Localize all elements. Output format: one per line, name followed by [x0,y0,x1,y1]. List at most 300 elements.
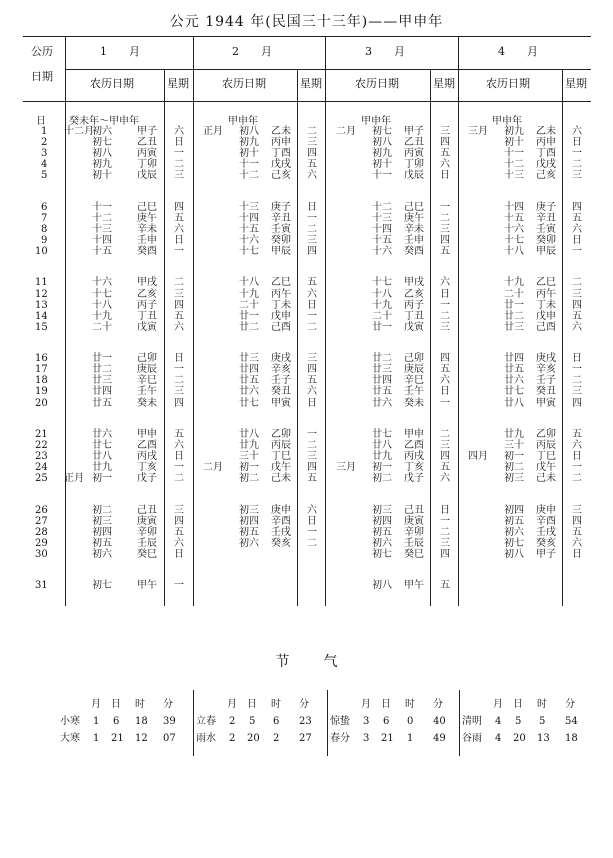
table-month-rule [65,69,591,70]
lunar-day: 十八 [92,299,112,311]
header-riqi: 日期 [31,70,53,83]
jieqi-day: 21 [111,733,124,744]
weekday: 日 [440,170,450,182]
weekday: 四 [307,462,317,474]
ganzhi-day: 辛巳 [404,375,424,387]
jieqi-col-header: 分 [433,699,443,710]
day-number: 22 [35,439,48,451]
ganzhi-day: 乙亥 [137,288,157,300]
ganzhi-day: 戊子 [137,473,157,485]
lunar-day: 初二 [92,504,112,516]
weekday: 一 [307,428,317,440]
lunar-month-marker: 四月 [468,451,488,462]
column-divider [65,36,66,606]
weekday: 五 [307,473,317,485]
ganzhi-day: 丁卯 [137,159,157,171]
weekday: 六 [307,504,317,516]
weekday: 一 [440,397,450,409]
weekday: 六 [440,277,450,289]
day-number: 15 [35,321,48,333]
lunar-day: 十六 [504,223,524,235]
lunar-day: 十九 [239,288,259,300]
lunar-day: 十二 [372,201,392,213]
jieqi-col-header: 日 [111,699,121,710]
weekday: 日 [174,235,184,246]
lunar-day: 初三 [372,504,392,516]
weekday: 四 [572,201,582,213]
weekday: 三 [572,288,582,300]
lunar-day: 十四 [92,235,112,246]
jieqi-name: 清明 [462,716,482,727]
weekday: 日 [307,299,317,311]
month-header-4: 4 月 [498,45,538,58]
lunar-day: 初四 [92,526,112,538]
lunar-day: 十一 [504,148,524,160]
weekday: 五 [307,277,317,289]
lunar-day: 廿三 [504,321,524,333]
jieqi-month: 4 [495,716,502,727]
year-label: 甲申年 [228,116,258,127]
weekday: 三 [572,170,582,182]
day-number: 19 [35,386,48,398]
jieqi-day: 5 [249,716,256,727]
ganzhi-day: 甲戌 [404,277,424,289]
lunar-day: 十七 [92,288,112,300]
jieqi-divider [193,690,194,756]
lunar-month-marker: 三月 [468,126,488,137]
lunar-day: 初十 [504,137,524,149]
ganzhi-day: 己丑 [404,504,424,516]
jieqi-hour: 6 [273,716,280,727]
jieqi-day: 5 [515,716,522,727]
ganzhi-day: 辛亥 [271,364,291,376]
jieqi-minute: 07 [163,733,176,744]
lunar-day: 初八 [504,548,524,560]
lunar-day: 初四 [372,515,392,527]
lunar-day: 初七 [372,126,392,137]
lunar-day: 廿六 [92,428,112,440]
weekday: 四 [440,451,450,462]
ganzhi-day: 癸亥 [536,537,556,549]
week-header-1: 星期 [167,77,189,90]
jieqi-day: 21 [381,733,394,744]
lunar-day: 初六 [92,548,112,560]
lunar-day: 廿一 [372,321,392,333]
ganzhi-day: 癸酉 [137,246,157,258]
weekday: 一 [440,299,450,311]
lunar-day: 廿七 [239,397,259,409]
ganzhi-day: 戊戌 [536,159,556,171]
jieqi-col-header: 分 [565,699,575,710]
ganzhi-day: 癸未 [137,397,157,409]
weekday: 一 [174,580,184,592]
jieqi-minute: 27 [299,733,312,744]
ganzhi-day: 乙卯 [271,428,291,440]
lunar-day: 十一 [239,159,259,171]
lunar-day: 十六 [372,246,392,258]
weekday: 五 [572,526,582,538]
weekday: 六 [307,386,317,398]
weekday: 五 [572,212,582,224]
day-number: 20 [35,397,48,409]
ganzhi-day: 壬申 [404,235,424,246]
lunar-day: 十三 [504,170,524,182]
day-number: 9 [41,235,48,246]
weekday: 五 [440,580,450,592]
lunar-header-4: 农历日期 [486,77,530,90]
lunar-day: 十六 [92,277,112,289]
weekday: 二 [440,428,450,440]
ganzhi-day: 己卯 [137,353,157,365]
lunar-day: 廿四 [504,353,524,365]
jieqi-name: 春分 [330,733,350,744]
ganzhi-day: 戊辰 [404,170,424,182]
weekday: 日 [572,353,582,365]
jieqi-name: 大寒 [60,733,80,744]
weekday: 六 [440,159,450,171]
day-number: 12 [35,288,48,300]
day-number: 8 [41,223,48,235]
ganzhi-day: 丁亥 [137,462,157,474]
ganzhi-day: 庚辰 [137,364,157,376]
day-number: 5 [41,170,48,182]
weekday: 五 [307,375,317,387]
lunar-day: 三十 [239,451,259,462]
day-number: 1 [41,126,48,137]
ganzhi-day: 丁酉 [536,148,556,160]
weekday: 日 [174,548,184,560]
ganzhi-day: 戊戌 [271,159,291,171]
jieqi-day: 6 [113,716,120,727]
ganzhi-day: 癸巳 [404,548,424,560]
ganzhi-day: 丙戌 [137,451,157,462]
ganzhi-day: 癸酉 [404,246,424,258]
lunar-day: 十二 [504,159,524,171]
lunar-day: 十七 [504,235,524,246]
jieqi-col-header: 分 [299,699,309,710]
ganzhi-day: 壬戌 [536,526,556,538]
lunar-month-marker: 二月 [203,462,223,474]
ganzhi-day: 丙午 [271,288,291,300]
ganzhi-day: 戊午 [536,462,556,474]
lunar-day: 十四 [504,201,524,213]
lunar-day: 十一 [92,201,112,213]
ganzhi-day: 壬寅 [536,223,556,235]
lunar-day: 十二 [239,170,259,182]
ganzhi-day: 辛丑 [271,212,291,224]
ganzhi-day: 庚子 [536,201,556,213]
lunar-day: 初五 [372,526,392,538]
year-label: 甲申年 [361,116,391,127]
jieqi-col-header: 时 [405,699,415,710]
lunar-day: 初八 [239,126,259,137]
jieqi-hour: 0 [407,716,414,727]
column-divider [458,36,459,606]
lunar-day: 初三 [504,473,524,485]
ganzhi-day: 辛未 [404,223,424,235]
lunar-day: 廿五 [92,397,112,409]
lunar-day: 初九 [239,137,259,149]
weekday: 三 [440,321,450,333]
lunar-day: 十五 [92,246,112,258]
ganzhi-day: 戊寅 [137,321,157,333]
ganzhi-day: 丙午 [536,288,556,300]
lunar-day: 十八 [372,288,392,300]
ganzhi-day: 丙戌 [404,451,424,462]
ganzhi-day: 辛卯 [404,526,424,538]
day-number: 27 [35,515,48,527]
ganzhi-day: 癸丑 [536,386,556,398]
day-column-label: 日 [36,116,46,127]
ganzhi-day: 甲子 [404,126,424,137]
jieqi-month: 2 [229,716,236,727]
weekday: 四 [174,397,184,409]
week-divider [297,69,298,606]
jieqi-hour: 12 [135,733,148,744]
ganzhi-day: 癸卯 [536,235,556,246]
day-number: 24 [35,462,48,474]
weekday: 一 [440,201,450,213]
ganzhi-day: 丁亥 [404,462,424,474]
jieqi-minute: 49 [433,733,446,744]
ganzhi-day: 庚寅 [137,515,157,527]
ganzhi-day: 庚午 [404,212,424,224]
lunar-month-marker: 正月 [64,473,84,485]
weekday: 一 [307,310,317,322]
jieqi-day: 20 [513,733,526,744]
ganzhi-day: 丁酉 [271,148,291,160]
weekday: 五 [440,462,450,474]
day-number: 6 [41,201,48,213]
weekday: 四 [440,235,450,246]
weekday: 四 [174,201,184,213]
weekday: 六 [572,537,582,549]
weekday: 三 [174,504,184,516]
ganzhi-day: 戊辰 [137,170,157,182]
ganzhi-day: 辛卯 [137,526,157,538]
ganzhi-day: 乙亥 [404,288,424,300]
weekday: 日 [174,451,184,462]
weekday: 五 [572,310,582,322]
lunar-day: 廿三 [372,364,392,376]
ganzhi-day: 丙申 [271,137,291,149]
table-top-rule [23,36,591,37]
day-number: 14 [35,310,48,322]
lunar-day: 初九 [92,159,112,171]
ganzhi-day: 丙寅 [404,148,424,160]
weekday: 四 [307,364,317,376]
ganzhi-day: 庚寅 [404,515,424,527]
ganzhi-day: 庚申 [536,504,556,516]
lunar-month-marker: 正月 [203,126,223,137]
ganzhi-day: 甲辰 [536,246,556,258]
ganzhi-day: 壬寅 [271,223,291,235]
lunar-day: 廿七 [372,428,392,440]
ganzhi-day: 壬午 [137,386,157,398]
weekday: 一 [572,462,582,474]
lunar-day: 初七 [504,537,524,549]
jieqi-month: 3 [363,716,370,727]
weekday: 三 [440,439,450,451]
week-header-3: 星期 [433,77,455,90]
jieqi-hour: 5 [539,716,546,727]
lunar-day: 十三 [239,201,259,213]
lunar-day: 初二 [504,462,524,474]
ganzhi-day: 甲寅 [536,397,556,409]
ganzhi-day: 壬辰 [137,537,157,549]
weekday: 五 [440,364,450,376]
jieqi-divider [459,690,460,756]
weekday: 三 [307,353,317,365]
jieqi-col-header: 时 [271,699,281,710]
lunar-day: 十五 [372,235,392,246]
weekday: 五 [174,526,184,538]
ganzhi-day: 甲午 [404,580,424,592]
jieqi-col-header: 分 [163,699,173,710]
lunar-day: 十四 [239,212,259,224]
weekday: 二 [307,537,317,549]
weekday: 日 [440,288,450,300]
lunar-header-1: 农历日期 [90,77,134,90]
lunar-day: 廿一 [92,353,112,365]
jieqi-col-header: 月 [227,699,237,710]
lunar-month-marker: 二月 [336,126,356,137]
weekday: 五 [440,148,450,160]
jieqi-name: 谷雨 [462,733,482,744]
lunar-day: 十八 [504,246,524,258]
day-number: 11 [35,277,48,289]
ganzhi-day: 甲申 [404,428,424,440]
ganzhi-day: 己亥 [271,170,291,182]
lunar-day: 廿二 [372,353,392,365]
lunar-day: 廿九 [239,439,259,451]
lunar-day: 初八 [372,137,392,149]
weekday: 一 [307,526,317,538]
lunar-day: 初六 [504,526,524,538]
weekday: 三 [440,126,450,137]
weekday: 日 [307,397,317,409]
day-number: 26 [35,504,48,516]
weekday: 三 [174,170,184,182]
lunar-day: 廿二 [92,364,112,376]
lunar-day: 十三 [92,223,112,235]
lunar-day: 廿二 [239,321,259,333]
lunar-day: 初四 [504,504,524,516]
ganzhi-day: 丙辰 [536,439,556,451]
weekday: 六 [572,321,582,333]
lunar-day: 初六 [372,537,392,549]
jieqi-col-header: 月 [361,699,371,710]
lunar-header-3: 农历日期 [355,77,399,90]
weekday: 一 [174,246,184,258]
jieqi-minute: 18 [565,733,578,744]
day-number: 16 [35,353,48,365]
jieqi-month: 3 [363,733,370,744]
weekday: 一 [572,246,582,258]
weekday: 二 [307,126,317,137]
lunar-day: 廿九 [92,462,112,474]
ganzhi-day: 辛巳 [137,375,157,387]
lunar-day: 初七 [372,548,392,560]
column-divider [325,36,326,606]
ganzhi-day: 乙卯 [536,428,556,440]
ganzhi-day: 丙子 [404,299,424,311]
lunar-day: 初五 [92,537,112,549]
lunar-day: 初五 [239,526,259,538]
ganzhi-day: 癸巳 [137,548,157,560]
lunar-header-2: 农历日期 [222,77,266,90]
week-divider [562,69,563,606]
weekday: 六 [174,537,184,549]
weekday: 五 [440,246,450,258]
jieqi-day: 20 [247,733,260,744]
ganzhi-day: 癸亥 [271,537,291,549]
weekday: 六 [572,223,582,235]
weekday: 三 [307,451,317,462]
weekday: 二 [572,473,582,485]
page-title: 公元 1944 年(民国三十三年)——甲申年 [169,14,444,30]
lunar-day: 廿六 [372,397,392,409]
lunar-day: 廿六 [504,375,524,387]
lunar-day: 十二 [92,212,112,224]
lunar-day: 十七 [372,277,392,289]
lunar-day: 十九 [92,310,112,322]
ganzhi-day: 甲申 [137,428,157,440]
ganzhi-day: 乙巳 [271,277,291,289]
jieqi-minute: 54 [565,716,578,727]
ganzhi-day: 庚申 [271,504,291,516]
lunar-month-marker: 十二月 [64,126,94,137]
weekday: 日 [572,451,582,462]
weekday: 日 [307,515,317,527]
weekday: 三 [572,386,582,398]
jieqi-divider [327,690,328,756]
lunar-day: 廿五 [239,375,259,387]
weekday: 日 [572,548,582,560]
weekday: 二 [440,526,450,538]
weekday: 四 [572,515,582,527]
lunar-day: 初八 [372,580,392,592]
jieqi-month: 4 [495,733,502,744]
week-divider [164,69,165,606]
weekday: 四 [174,515,184,527]
ganzhi-day: 庚戌 [271,353,291,365]
lunar-day: 廿五 [504,364,524,376]
lunar-day: 廿一 [239,310,259,322]
jieqi-minute: 23 [299,716,312,727]
ganzhi-day: 甲戌 [137,277,157,289]
lunar-day: 十五 [239,223,259,235]
ganzhi-day: 戊申 [536,310,556,322]
day-number: 30 [35,548,48,560]
lunar-day: 二十 [504,288,524,300]
lunar-day: 初三 [239,504,259,516]
header-gongli: 公历 [31,45,53,58]
jieqi-col-header: 日 [513,699,523,710]
column-divider [193,36,194,606]
ganzhi-day: 庚午 [137,212,157,224]
day-number: 10 [35,246,48,258]
ganzhi-day: 甲午 [137,580,157,592]
lunar-day: 三十 [504,439,524,451]
lunar-day: 初六 [92,126,112,137]
weekday: 三 [307,137,317,149]
lunar-day: 初一 [372,462,392,474]
ganzhi-day: 庚戌 [536,353,556,365]
weekday: 四 [307,148,317,160]
month-header-2: 2 月 [232,45,272,58]
weekday: 五 [174,428,184,440]
